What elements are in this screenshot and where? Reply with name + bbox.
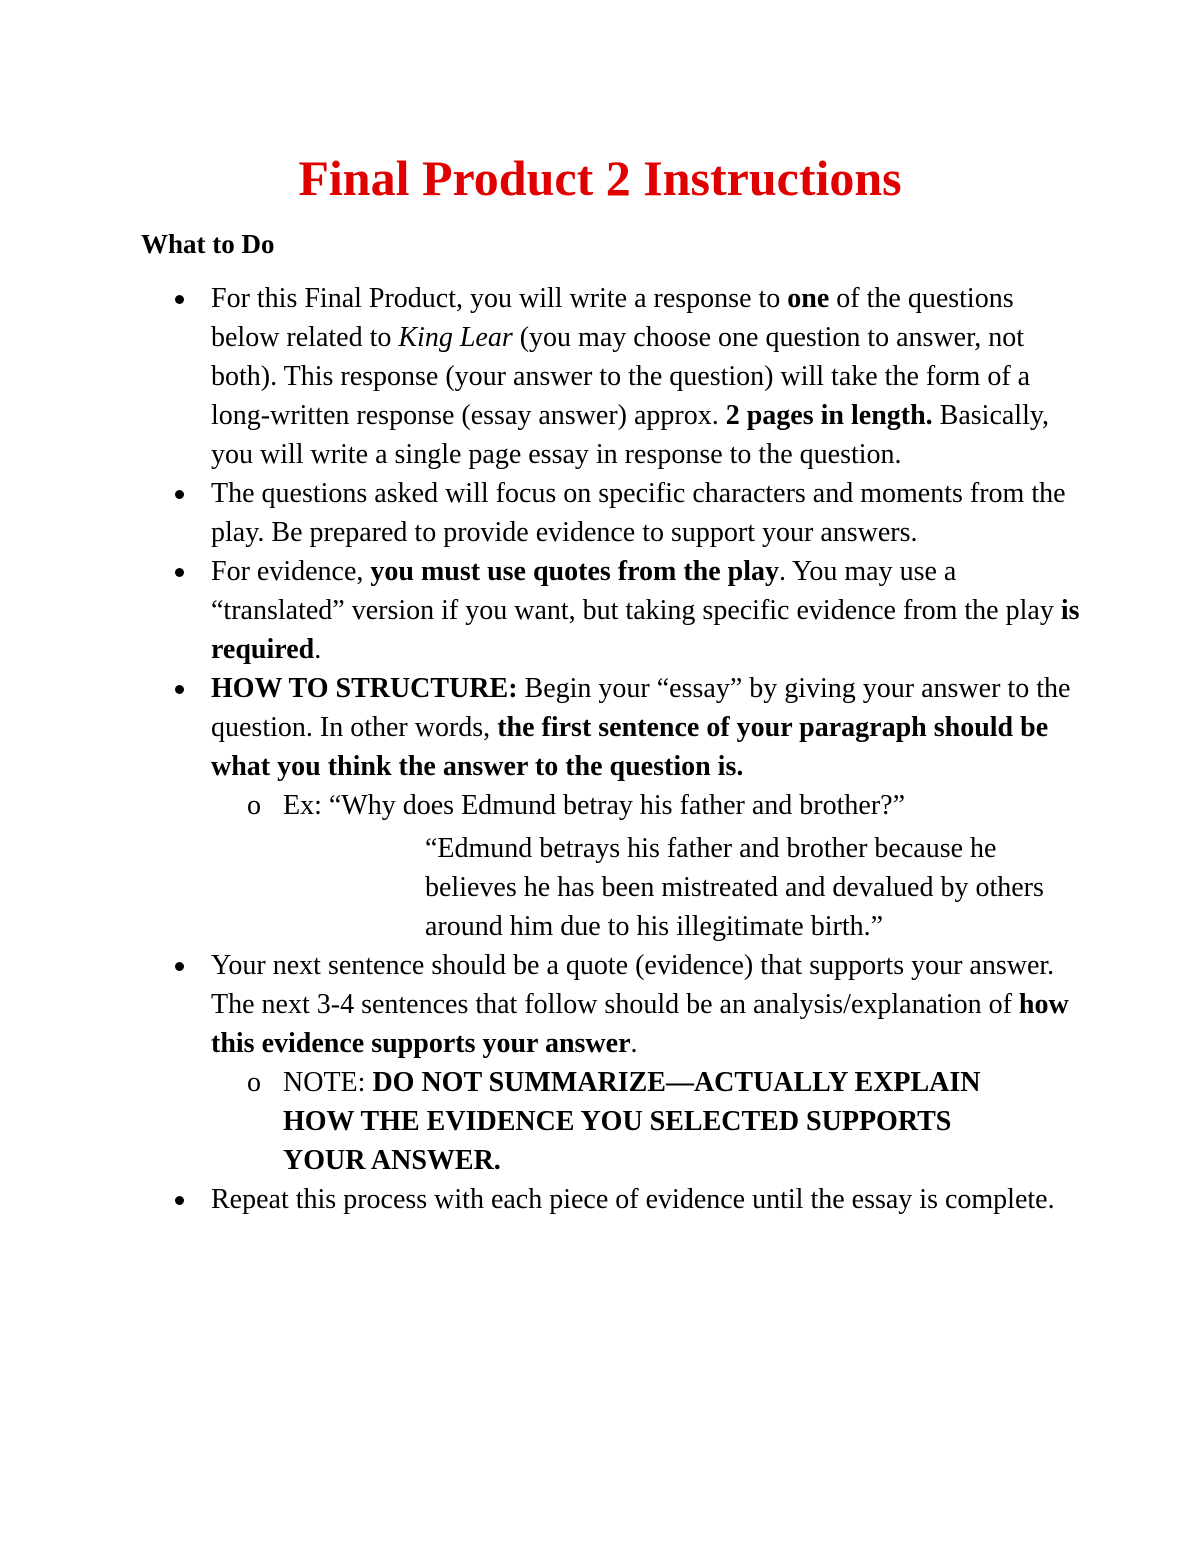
- instructions-list: [0, 279, 1200, 1219]
- bullet-icon: [175, 568, 184, 577]
- list-item: Your next sentence should be a quote (evidence) that supports your answer. The next 3-4 sentences that follow should be an analysis/explanation of how this evidence supports your answer. o NOTE: DO NOT SUMMARIZE—ACTUALLY EXPLAIN HOW THE EVIDENCE YOU SELECTED SUPPORTS YOUR ANSWER.: [0, 946, 1200, 1180]
- bullet-icon: [175, 295, 184, 304]
- page-title: Final Product 2 Instructions: [298, 150, 902, 206]
- bullet-icon: [175, 962, 184, 971]
- list-item: HOW TO STRUCTURE: Begin your “essay” by giving your answer to the question. In other words, the first sentence of your paragraph should be what you think the answer to the question is. o Ex: “Why does Edmund betray his father and brother?” “Edmund betrays his father and brother because he believes he has been mistreated and devalued by others around him due to his illegitimate birth.”: [0, 669, 1200, 946]
- list-item: For evidence, you must use quotes from the play. You may use a “translated” version if you want, but taking specific evidence from the play is required.: [0, 552, 1200, 669]
- list-item: Repeat this process with each piece of evidence until the essay is complete.: [0, 1180, 1200, 1219]
- circle-bullet-icon: o: [247, 790, 261, 821]
- circle-bullet-icon: o: [247, 1067, 261, 1098]
- list-item: The questions asked will focus on specific characters and moments from the play. Be prepared to provide evidence to support your answers.: [0, 474, 1200, 552]
- bullet-icon: [175, 1196, 184, 1205]
- sub-list-item: o NOTE: DO NOT SUMMARIZE—ACTUALLY EXPLAIN HOW THE EVIDENCE YOU SELECTED SUPPORTS YOUR ANSWER.: [211, 1063, 1080, 1180]
- sub-list: [211, 786, 1080, 946]
- sub-list-item: o Ex: “Why does Edmund betray his father and brother?” “Edmund betrays his father and brother because he believes he has been mistreated and devalued by others around him due to his illegitimate birth.”: [211, 786, 1080, 946]
- bullet-icon: [175, 685, 184, 694]
- example-answer-quote: “Edmund betrays his father and brother because he believes he has been mistreated and devalued by others around him due to his illegitimate birth.”: [425, 833, 1044, 942]
- sub-list: [211, 1063, 1080, 1180]
- section-heading: What to Do: [141, 229, 275, 259]
- bullet-icon: [175, 490, 184, 499]
- list-item: For this Final Product, you will write a response to one of the questions below related to King Lear (you may choose one question to answer, not both). This response (your answer to the question) will take the form of a long-written response (essay answer) approx. 2 pages in length. Basically, you will write a single page essay in response to the question.: [0, 279, 1200, 474]
